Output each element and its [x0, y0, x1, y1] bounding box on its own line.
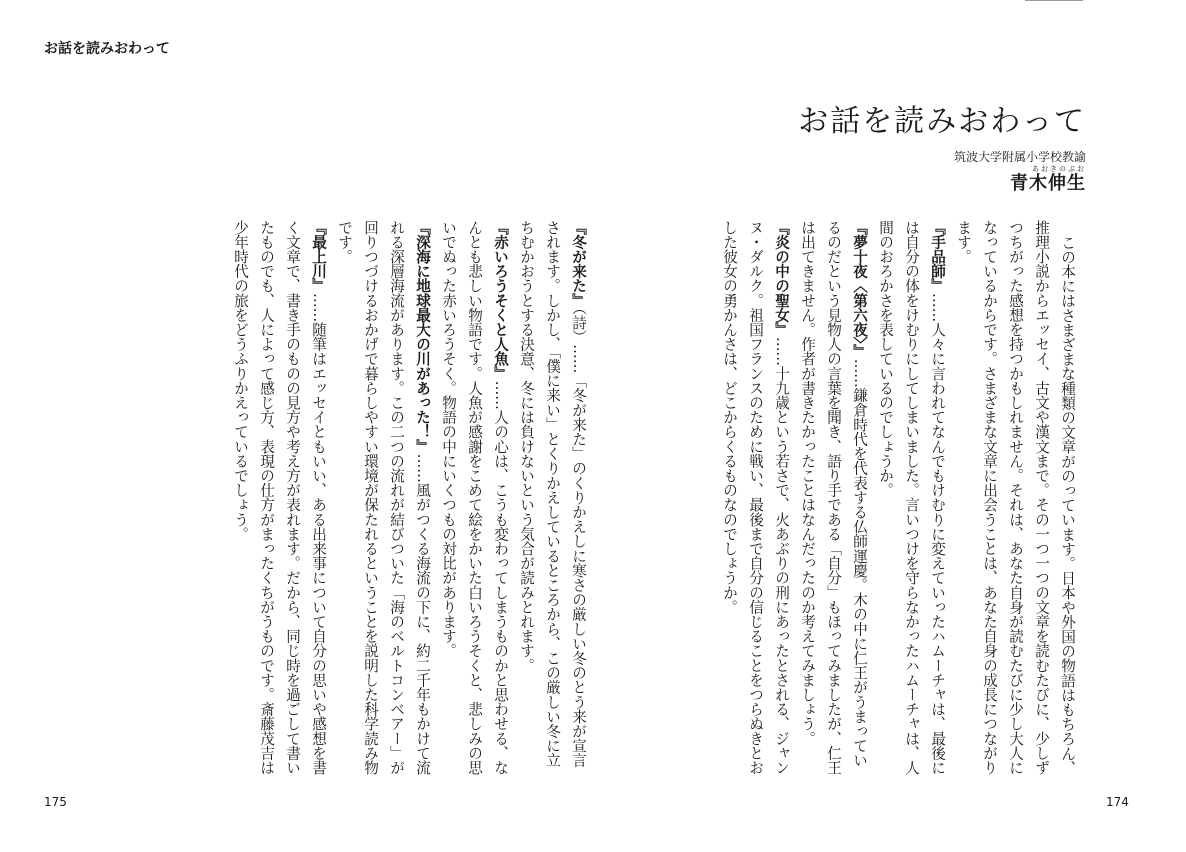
running-head: お話を読みおわって — [44, 41, 170, 57]
section-text: （詩）……「冬が来た」のくりかえしに寒さの厳しい冬のとう来が宣言されます。しかし、「僕に来い」とくりかえしているところから、この厳しい冬に立ちむかおうとする決意、冬には負けないという気合が読みとれます。 — [518, 220, 587, 768]
section-fuyu-ga-kita — [513, 220, 591, 780]
intro-paragraph: この本にはさまざまな種類の文章がのっています。日本や外国の物語はもちろん、推理小説からエッセイ、古文や漢文まで。その一つ一つの文章を読むたびに、少しずつちがった感想を持つかもしれません。それは、あなた自身が読むたびに少し大人になっているからです。さまざまな文章に出会うことは、あなた自身の成長につながります。 — [955, 220, 1076, 775]
section-text: ……風がつくる海流の下に、約二千年もかけて流れる深層海流があります。この二つの流れが結びついた「海のベルトコンベアー」が回りつづけるおかげで暮らしやすい環境が保たれるということを説明した科学読み物です。 — [336, 220, 431, 775]
section-akai-rousoku — [435, 220, 513, 780]
body-right-page — [700, 220, 1080, 780]
section-text: ……十九歳という若さで、火あぶりの刑にあったとされる、ジャンヌ・ダルク。祖国フランスのために戦い、最後まで自分の信じることをつらぬきとおした彼女の勇かんさは、どこからくるものなのでしょうか。 — [721, 220, 790, 775]
section-mogamigawa — [227, 220, 331, 780]
page-number-right: 174 — [1106, 795, 1129, 809]
section-title: 『深海に地球最大の川があった！』 — [414, 220, 431, 454]
section-yume-juya — [794, 220, 872, 780]
author-name: 青木伸生 — [1010, 173, 1086, 194]
section-text: ……人の心は、こうも変わってしまうものかと思わせる、なんとも悲しい物語です。人魚が感謝をこめて絵をかいた白いろうそくと、悲しみの思いでぬった赤いろうそく。物語の中にいくつもの対比があります。 — [440, 220, 509, 775]
section-title: 『炎の中の聖女』 — [773, 220, 790, 337]
top-rule — [1025, 0, 1083, 1]
section-title: 『夢十夜〈第六夜〉』 — [851, 220, 868, 359]
page-number-left: 175 — [44, 795, 67, 809]
author-affiliation: 筑波大学附属小学校教諭 — [953, 150, 1086, 164]
section-honoo-no-naka — [716, 220, 794, 780]
body-left-page — [91, 220, 591, 780]
section-shinkai — [331, 220, 435, 780]
section-title: 『手品師』 — [929, 220, 946, 293]
page-title: お話を読みおわって — [798, 104, 1086, 139]
section-title: 『冬が来た』 — [570, 220, 587, 308]
section-text: ……人々に言われてなんでもけむりに変えていったハムーチャは、最後には自分の体をけむりにしてしまいました。言いつけを守らなかったハムーチャは、人間のおろかさを表しているのでしょうか。 — [877, 220, 946, 775]
section-tejinashi — [872, 220, 950, 780]
section-title: 『最上川』 — [310, 220, 327, 293]
section-text: ……随筆はエッセイともいい、ある出来事について自分の思いや感想を書く文章で、書き手のものの見方や考え方が表れます。だから、同じ時を過ごして書いたものでも、人によって感じ方、表現の仕方がまったくちがうものです。斎藤茂吉は少年時代の旅をどうふりかえっているでしょう。 — [232, 220, 327, 775]
author-ruby: あおきのぶお — [1032, 165, 1086, 173]
section-title: 『赤いろうそくと人魚』 — [492, 220, 509, 381]
section-text: ……鎌倉時代を代表する仏師運慶。木の中に仁王がうまっているのだという見物人の言葉を聞き、語り手である「自分」もほってみましたが、仁王は出てきません。作者が書きたかったことはなんだったのか考えてみましょう。 — [799, 220, 868, 775]
